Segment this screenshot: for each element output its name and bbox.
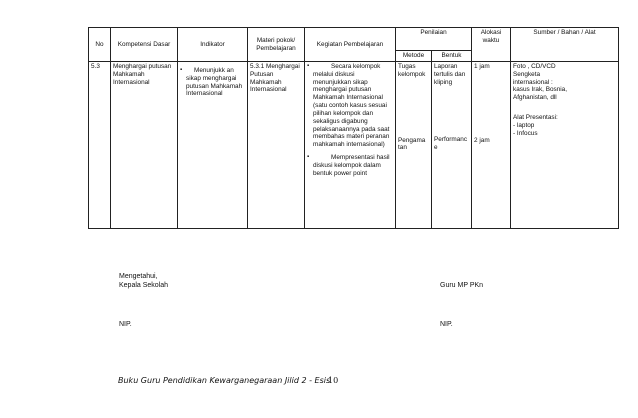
header-penilaian: Penilaian bbox=[396, 28, 472, 51]
footer-page-number: 10 bbox=[328, 376, 339, 385]
cell-alokasi bbox=[472, 62, 511, 229]
footer-book-title: Buku Guru Pendidikan Kewarganegaraan Jilid 2 - Esis bbox=[118, 376, 331, 385]
alokasi-1: 1 jam bbox=[474, 63, 490, 70]
sumber-2-item2: - Infocus bbox=[513, 129, 538, 137]
cell-sumber bbox=[511, 62, 619, 229]
header-kegiatan: Kegiatan Pembelajaran bbox=[305, 28, 396, 62]
cell-no: 5.3 bbox=[89, 62, 111, 229]
bentuk-2: Performanc e bbox=[434, 136, 468, 152]
bullet-icon: ▪ bbox=[307, 63, 310, 69]
cell-indikator bbox=[178, 62, 248, 229]
metode-1: Tugas kelompok bbox=[398, 63, 426, 78]
kegiatan-text-2: Mempresentasi hasil diskusi kelompok dalam bentuk power point bbox=[313, 153, 390, 177]
signature-left-line2: Kepala Sekolah bbox=[119, 282, 169, 290]
cell-materi: 5.3.1 Menghargai Putusan Mahkamah Internasional bbox=[248, 62, 305, 229]
header-metode: Metode bbox=[396, 51, 432, 62]
kegiatan-text-1: Secara kelompok melalui diskusi menunjukkan sikap menghargai putusan Mahkamah Internasional (satu contoh kasus sesuai pilihan kelompok dan sekaligus digabung pelaksanaannya pada saat membahas materi peranan mahkamah internasional) bbox=[313, 63, 390, 149]
bentuk-1: Laporan tertulis dan kliping bbox=[434, 63, 466, 86]
sumber-2-item1: - laptop bbox=[513, 121, 535, 129]
cell-bentuk bbox=[432, 62, 472, 229]
header-bentuk: Bentuk bbox=[432, 51, 472, 62]
signature-left bbox=[119, 272, 168, 290]
cell-kompetensi: Menghargai putusan Mahkamah Internasional bbox=[111, 62, 178, 229]
header-alokasi: Alokasi waktu bbox=[472, 28, 511, 62]
header-materi: Materi pokok/ Pembelajaran bbox=[248, 28, 305, 62]
signature-right-nip: NIP. bbox=[440, 321, 453, 328]
cell-metode bbox=[396, 62, 432, 229]
sumber-2-title: Alat Presentasi: bbox=[513, 114, 558, 122]
header-sumber: Sumber / Bahan / Alat bbox=[511, 28, 619, 62]
alokasi-2: 2 jam bbox=[474, 136, 490, 144]
page-footer bbox=[118, 376, 339, 385]
header-indikator: Indikator bbox=[178, 28, 248, 62]
header-no: No bbox=[89, 28, 111, 62]
bullet-icon: ▪ bbox=[180, 67, 183, 73]
sumber-1: Foto , CD/VCD Sengketa internasional : kasus Irak, Bosnia, Afghanistan, dll bbox=[513, 63, 568, 102]
metode-2: Pengama tan bbox=[398, 136, 426, 152]
signature-left-line1: Mengetahui, bbox=[119, 273, 158, 280]
indikator-text: Menunjukk an sikap menghargai putusan Mahkamah Internasional bbox=[186, 67, 243, 98]
cell-kegiatan bbox=[305, 62, 396, 229]
signature-right-title: Guru MP PKn bbox=[440, 282, 484, 289]
signature-left-nip: NIP. bbox=[119, 321, 132, 328]
table-row bbox=[89, 62, 619, 229]
syllabus-table bbox=[88, 27, 619, 229]
header-kompetensi: Kompetensi Dasar bbox=[111, 28, 178, 62]
bullet-icon: ▪ bbox=[307, 153, 310, 160]
